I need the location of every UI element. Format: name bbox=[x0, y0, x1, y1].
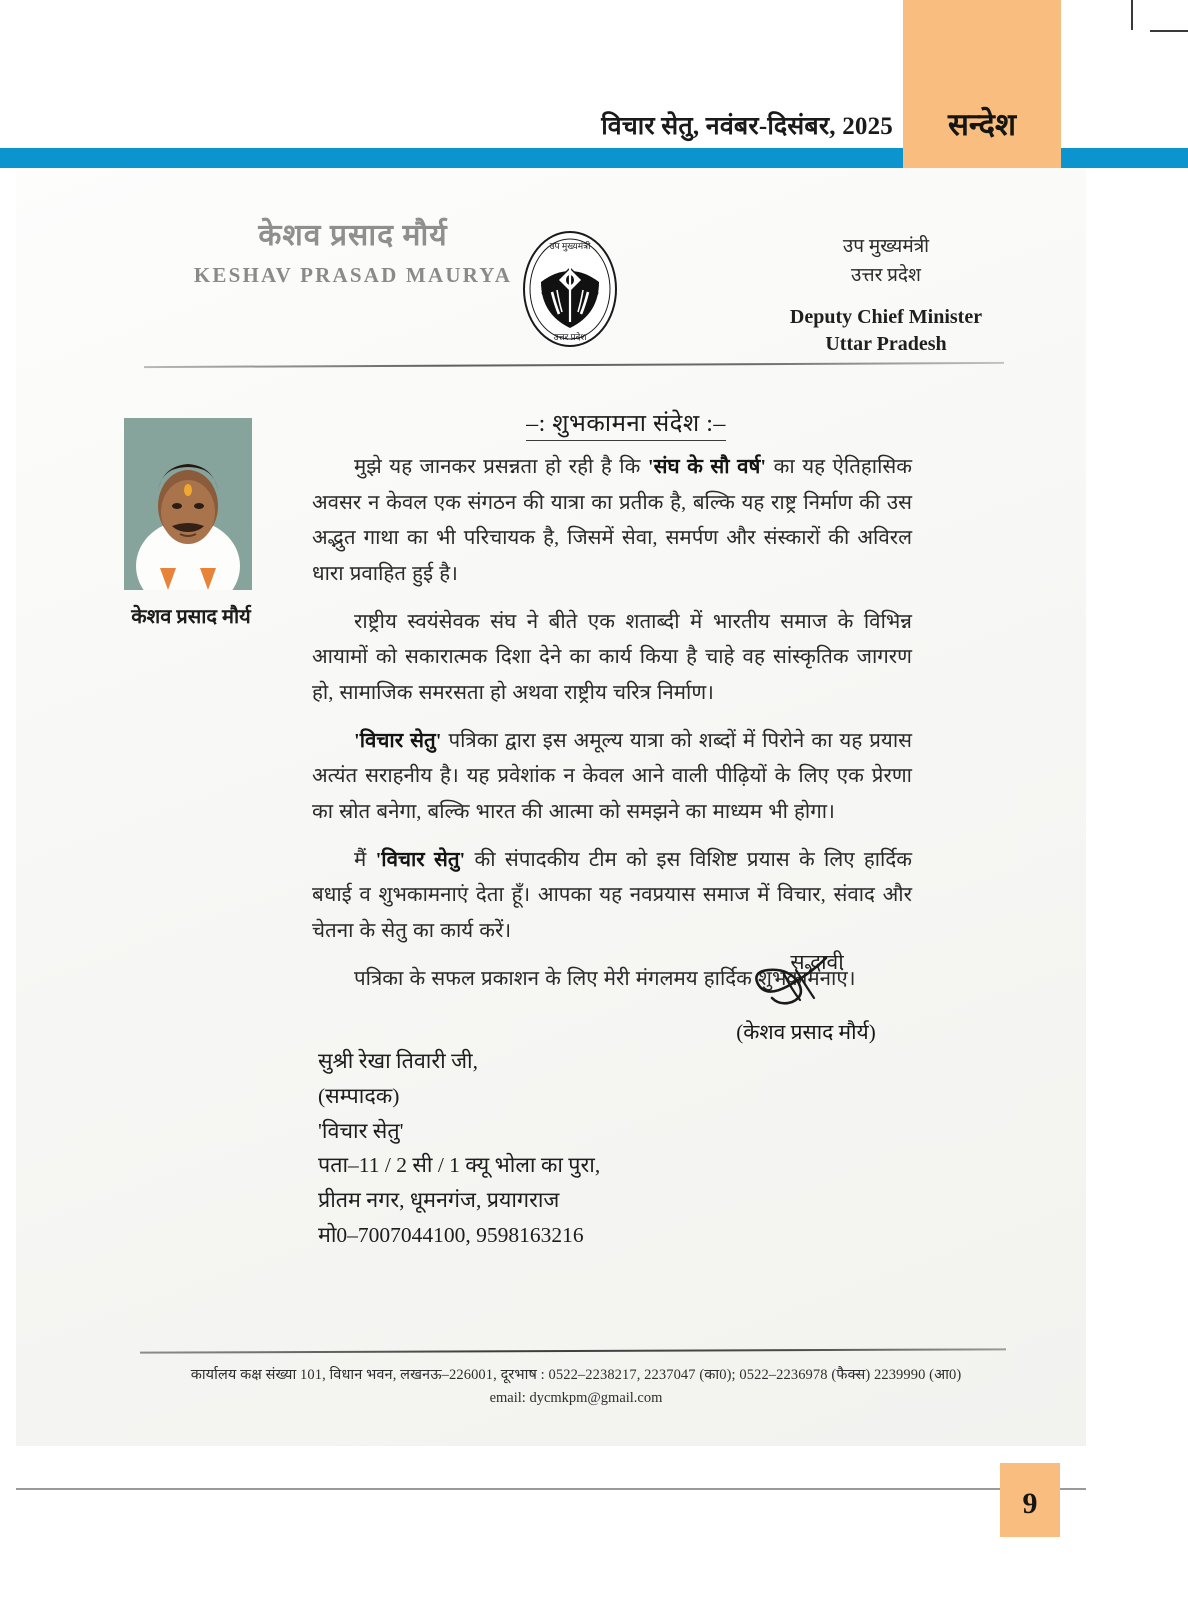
letterhead-divider bbox=[144, 362, 1004, 368]
section-name: सन्देश bbox=[947, 107, 1017, 142]
office-address-line: कार्यालय कक्ष संख्या 101, विधान भवन, लखनऊ–226001, दूरभाष : 0522–2238217, 2237047 (का0); 0522–2236978 (फैक्स) 2239990 (आ0) bbox=[190, 1367, 962, 1383]
signature-block bbox=[656, 948, 956, 1046]
letter-paragraph: मैं 'विचार सेतु' की संपादकीय टीम को इस विशिष्ट प्रयास के लिए हार्दिक बधाई व शुभकामनाएं देता हूँ। आपका यह नवप्रयास समाज में विचार, संवाद और चेतना के सेतु का कार्य करें। bbox=[312, 848, 912, 942]
addressee-block bbox=[318, 1044, 788, 1253]
signature-name: (केशव प्रसाद मौर्य) bbox=[736, 1020, 876, 1044]
designation-hindi-line2: उत्तर प्रदेश bbox=[851, 265, 921, 287]
portrait-photo bbox=[124, 418, 252, 590]
svg-text:उत्तर प्रदेश: उत्तर प्रदेश bbox=[553, 332, 587, 342]
letter-title bbox=[316, 406, 936, 439]
addressee-line-1: सुश्री रेखा तिवारी जी, bbox=[318, 1049, 479, 1073]
svg-text:उप मुख्यमंत्री: उप मुख्यमंत्री bbox=[549, 241, 591, 251]
addressee-line-5: प्रीतम नगर, धूमनगंज, प्रयागराज bbox=[318, 1188, 560, 1213]
letter-body bbox=[312, 450, 912, 1009]
designation-english-line2: Uttar Pradesh bbox=[825, 332, 947, 355]
letter-footer-divider bbox=[140, 1348, 1006, 1353]
letter-sheet bbox=[16, 168, 1086, 1446]
handwritten-signature-icon bbox=[656, 970, 956, 1016]
letter-title-text: –: शुभकामना संदेश :– bbox=[526, 411, 726, 441]
addressee-line-2: (सम्पादक) bbox=[318, 1083, 400, 1108]
running-header bbox=[0, 0, 1188, 168]
addressee-line-6: मो0–7007044100, 9598163216 bbox=[318, 1223, 584, 1248]
page-bottom-rule bbox=[16, 1488, 1086, 1490]
addressee-line-4: पता–11 / 2 सी / 1 क्यू भोला का पुरा, bbox=[318, 1153, 601, 1178]
portrait-caption: केशव प्रसाद मौर्य bbox=[131, 606, 251, 628]
uttar-pradesh-emblem-icon bbox=[511, 230, 629, 348]
designation-english-line1: Deputy Chief Minister bbox=[789, 305, 983, 328]
page-number-tab bbox=[1000, 1463, 1060, 1537]
letter-paragraph: मुझे यह जानकर प्रसन्नता हो रही है कि 'संघ के सौ वर्ष' का यह ऐतिहासिक अवसर न केवल एक संगठन की यात्रा का प्रतीक है, बल्कि यह राष्ट्र निर्माण की उस अद्भुत गाथा का भी परिचायक है, जिसमें सेवा, समर्पण और संस्कारों की अविरल धारा प्रवाहित हुई है। bbox=[312, 456, 912, 585]
magazine-title: विचार सेतु, नवंबर-दिसंबर, 2025 bbox=[601, 113, 893, 140]
signature-salutation: सद्भावी bbox=[790, 950, 844, 974]
letterhead-name-english: KESHAV PRASAD MAURYA bbox=[193, 263, 513, 287]
letterhead bbox=[16, 168, 1086, 374]
letterhead-name-hindi: केशव प्रसाद मौर्य bbox=[258, 219, 448, 252]
page-number: 9 bbox=[1022, 1487, 1038, 1520]
addressee-line-3: 'विचार सेतु' bbox=[318, 1118, 404, 1143]
designation-hindi-line1: उप मुख्यमंत्री bbox=[842, 236, 930, 257]
office-email-line: email: dycmkpm@gmail.com bbox=[489, 1390, 663, 1406]
letter-paragraph: राष्ट्रीय स्वयंसेवक संघ ने बीते एक शताब्दी में भारतीय समाज के विभिन्न आयामों को सकारात्मक दिशा देने का कार्य किया है चाहे वह सांस्कृतिक जागरण हो, सामाजिक समरसता हो अथवा राष्ट्रीय चरित्र निर्माण। bbox=[312, 610, 912, 704]
letter-paragraph: पत्रिका के सफल प्रकाशन के लिए मेरी मंगलमय हार्दिक शुभकामनाएं। bbox=[354, 967, 856, 990]
letter-paragraph: 'विचार सेतु' पत्रिका द्वारा इस अमूल्य यात्रा को शब्दों में पिरोने का यह प्रयास अत्यंत सराहनीय है। यह प्रवेशांक न केवल आने वाली पीढ़ियों के लिए एक प्रेरणा का स्रोत बनेगा, बल्कि भारत की आत्मा को समझने का माध्यम भी होगा। bbox=[312, 729, 912, 823]
letterhead-designation-block bbox=[716, 232, 1056, 358]
header-tab-rule-overlay bbox=[903, 148, 1061, 168]
letterhead-name-block bbox=[188, 218, 518, 288]
